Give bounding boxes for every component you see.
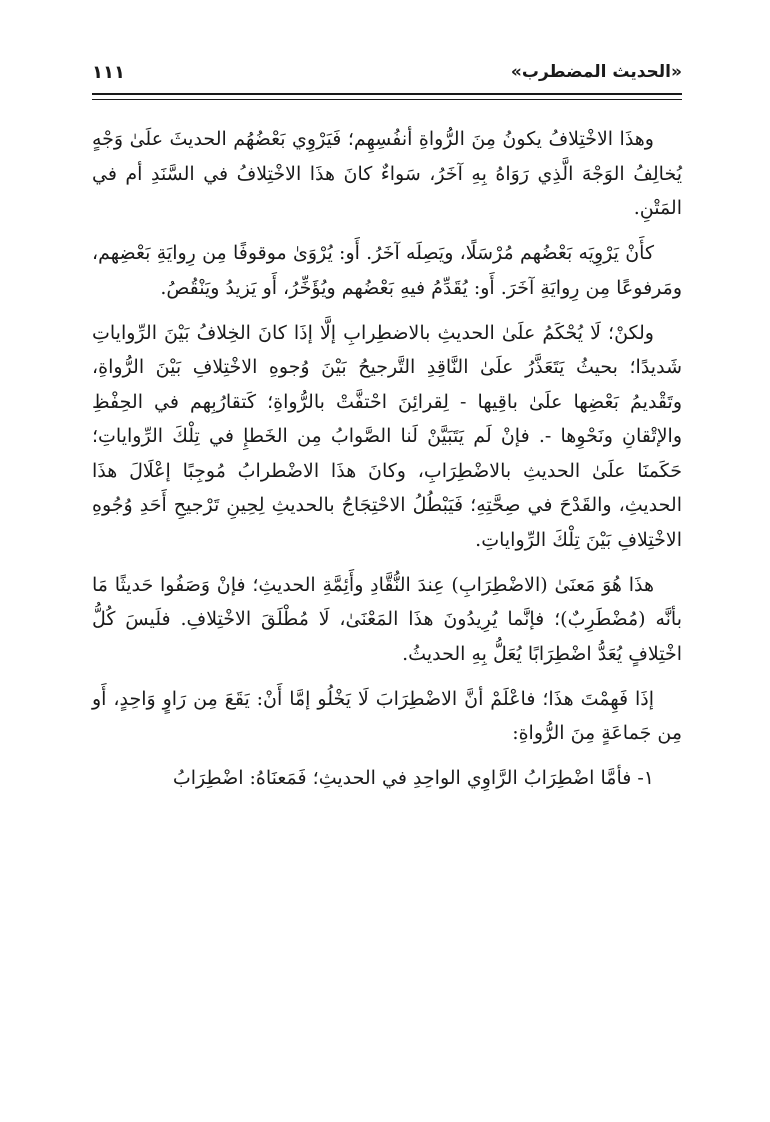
paragraph-meaning: هذَا هُوَ مَعنَىٰ (الاضْطِرَابِ) عِندَ النُّقَّادِ وأَئِمَّةِ الحديثِ؛ فإنْ وَصَفُوا حَديثًا مَا بأنَّه (مُضْطَرِبٌ)؛ فإنَّما يُرِيدُونَ هذَا المَعْنَىٰ، لَا مُطْلَقَ الاخْتِلافِ. فلَيسَ كُلُّ اخْتِلافٍ يُعَدُّ اضْطِرَابًا يُعَلُّ بِهِ الحديثُ. <box>92 573 682 665</box>
paragraph-ikhtilaf-definition: وهذَا الاخْتِلافُ يكونُ مِنَ الرُّواةِ أنفُسِهِم؛ فَيَرْوِي بَعْضُهُم الحديثَ علَىٰ وَجْهٍ يُخالِفُ الوَجْهَ الَّذِي رَوَاهُ بِهِ آخَرُ، سَواءٌ كانَ هذَا الاخْتِلافُ في السَّنَدِ أم في المَتْنِ. <box>92 128 682 219</box>
paragraph-division: إذَا فَهِمْتَ هذَا؛ فاعْلَمْ أنَّ الاضْطِرَابَ لَا يَخْلُو إمَّا أَنْ: يَقَعَ مِن رَاوٍ وَاحِدٍ، أَو مِن جَماعَةٍ مِنَ الرُّواةِ: <box>92 687 682 744</box>
paragraph-condition: ولكنْ؛ لَا يُحْكَمُ علَىٰ الحديثِ بالاضطِرابِ إلَّا إذَا كانَ الخِلافُ بَيْنَ الرِّواياتِ شَديدًا؛ بحيثُ يَتَعَذَّرُ علَىٰ النَّاقِدِ التَّرجيحُ بَيْنَ وُجوهِ الاخْتِلافِ بَيْنَ الرُّواةِ، وتَقْديمُ بَعْضِها علَىٰ باقِيها - لِقرائِنَ احْتفَّتْ بالرُّواةِ؛ كَتقارُبِهم في الحِفْظِ والإتْقانِ ونَحْوِها -. فإنْ لَم يَتَبَيَّنْ لَنا الصَّوابُ مِن الخَطإِ في تِلْكَ الرِّواياتِ؛ حَكَمنَا علَىٰ الحديثِ بالاضْطِرَابِ، وكانَ هذَا الاضْطرابُ مُوجِبًا إعْلَالَ هذَا الحديثِ، والقَدْحَ في صِحَّتِهِ؛ فَيَبْطُلُ الاحْتِجَاجُ بالحديثِ لِحِينِ تَرْجيحِ أَحَدِ وُجُوهِ الاخْتِلافِ بَيْنَ تِلْكَ الرِّواياتِ. <box>92 321 682 551</box>
body-text <box>92 122 682 806</box>
paragraph-examples: كأَنْ يَرْوِيَه بَعْضُهم مُرْسَلًا، ويَصِلَه آخَرُ. أَو: يُرْوَىٰ موقوفًا مِن رِوايَةِ بَعْضِهم، ومَرفوعًا مِن رِوايَةِ آخَرَ. أَو: يُقَدِّمُ فيهِ بَعْضُهم ويُؤَخِّرُ، أَو يَزيدُ ويَنْقُصُ. <box>92 242 682 299</box>
paragraph-single-narrator: ١- فأمَّا اضْطِرَابُ الرَّاوِي الواحِدِ في الحديثِ؛ فَمَعنَاهُ: اضْطِرَابُ <box>172 767 654 789</box>
running-head-title: «الحديث المضطرب» <box>510 62 682 82</box>
header-rule-thick <box>92 93 682 95</box>
page-number: ١١١ <box>92 62 125 83</box>
header-rule-thin <box>92 99 682 100</box>
running-head <box>92 60 682 92</box>
